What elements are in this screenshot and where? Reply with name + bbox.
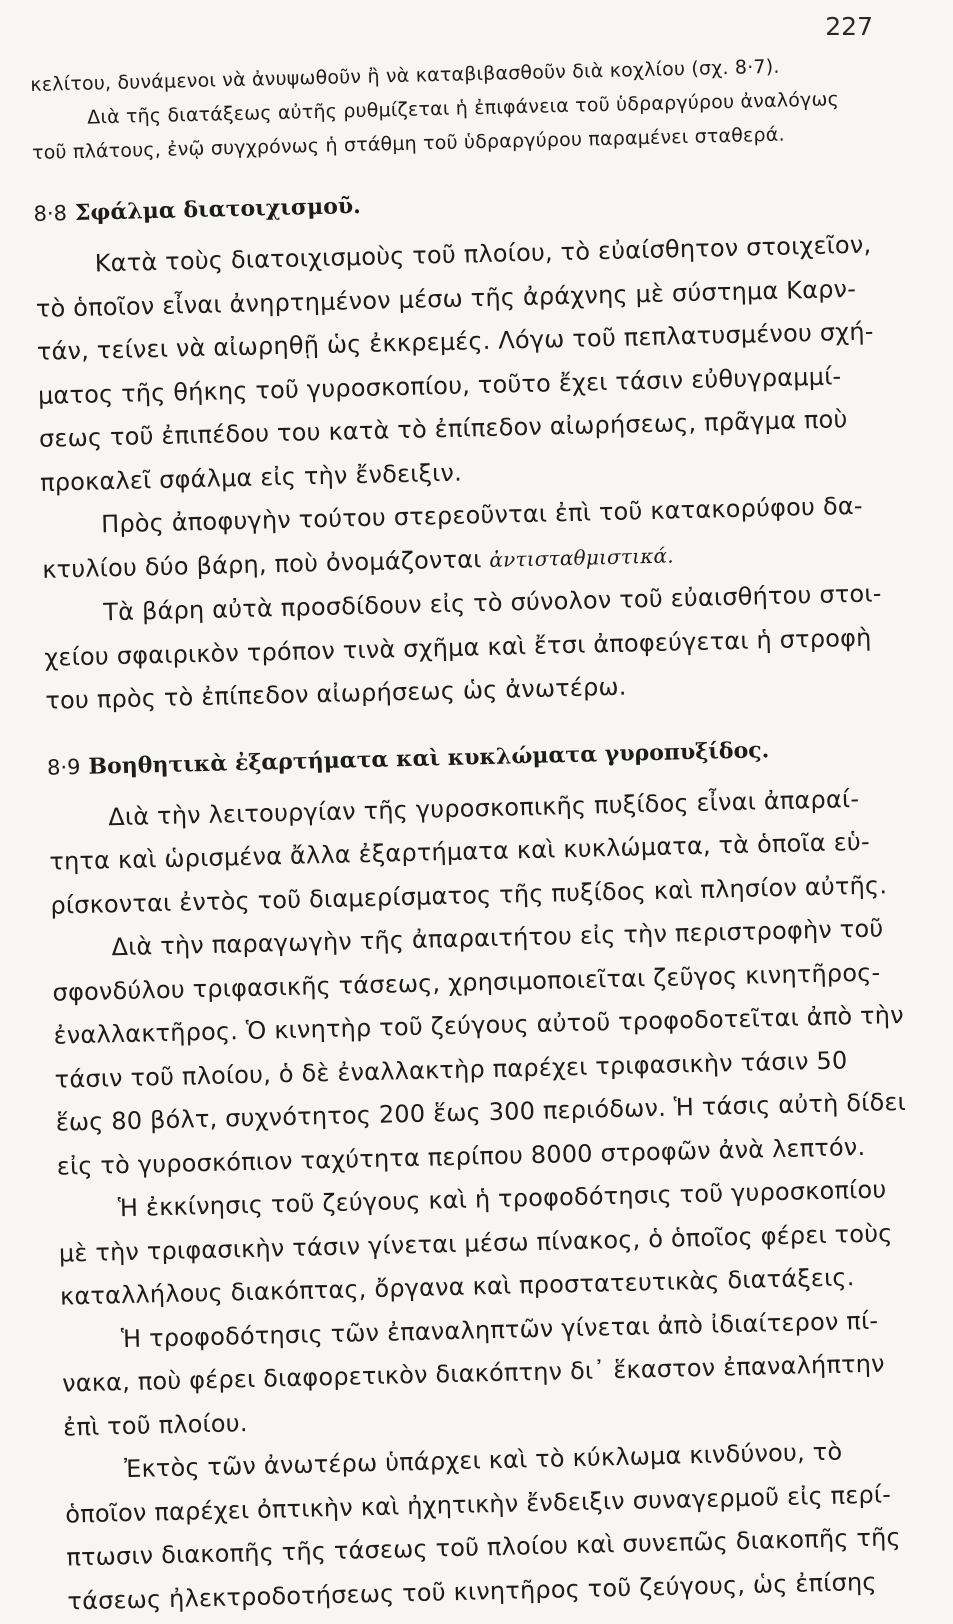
intro-line-2: Διὰ τῆς διατάξεως αὐτῆς ρυθμίζεται ἡ ἐπιφάνεια τοῦ ὑδραργύρου ἀναλόγως (86, 88, 840, 129)
intro-line-3: τοῦ πλάτους, ἐνῷ συγχρόνως ἡ στάθμη τοῦ ὑδραργύρου παραμένει σταθερά. (31, 123, 785, 164)
paragraph-text: κτυλίου δύο βάρη, ποὺ ὀνομάζονται (41, 544, 482, 584)
paragraph-line: τάσιν τοῦ πλοίου, ὁ δὲ ἐναλλακτὴρ παρέχει τριφασικὴν τάσιν 50 (54, 1045, 848, 1094)
paragraph-line: Διὰ τὴν παραγωγὴν τῆς ἀπαραιτήτου εἰς τὴν περιστροφὴν τοῦ (111, 914, 884, 962)
paragraph-line: Κατὰ τοὺς διατοιχισμοὺς τοῦ πλοίου, τὸ εὐαίσθητον στοιχεῖον, (94, 230, 872, 278)
paragraph-line: χείου σφαιρικὸν τρόπον τινὰ σχῆμα καὶ ἔτσι ἀποφεύγεται ἡ στροφὴ (44, 623, 872, 672)
paragraph-line: τάν, τείνει νὰ αἰωρηθῇ ὡς ἐκκρεμές. Λόγω τοῦ πεπλατυσμένου σχή- (36, 317, 874, 366)
page-number: 227 (825, 12, 873, 41)
paragraph-line: τάσεως ἠλεκτροδοτήσεως τοῦ κινητῆρος τοῦ ζεύγους, ὡς ἐπίσης (67, 1567, 877, 1616)
page-content (30, 47, 928, 1624)
paragraph-line: Πρὸς ἀποφυγὴν τούτου στερεοῦνται ἐπὶ τοῦ κατακορύφου δα- (100, 491, 864, 539)
paragraph-line: μὲ τὴν τριφασικὴν τάσιν γίνεται μέσω πίνακος, ὁ ὁποῖος φέρει τοὺς (58, 1218, 893, 1268)
paragraph-line: προκαλεῖ σφάλμα εἰς τὴν ἔνδειξιν. (39, 458, 463, 497)
paragraph-line: ἐπὶ τοῦ πλοίου. (62, 1408, 248, 1442)
paragraph-line: ὁποῖον παρέχει ὀπτικὴν καὶ ἠχητικὴν ἔνδειξιν συναγερμοῦ εἰς περί- (64, 1479, 892, 1529)
paragraph-line: Ἡ ἐκκίνησις τοῦ ζεύγους καὶ ἡ τροφοδότησις τοῦ γυροσκοπίου (117, 1175, 887, 1223)
section-8-8-number: 8·8 (33, 201, 68, 226)
section-8-8-title: Σφάλμα διατοιχισμοῦ. (74, 192, 362, 226)
paragraph-line: Διὰ τὴν λειτουργίαν τῆς γυροσκοπικῆς πυξίδος εἶναι ἀπαραί- (107, 784, 860, 831)
paragraph-line: ἕως 80 βόλτ, συχνότητος 200 ἕως 300 περιόδων. Ἡ τάσις αὐτὴ δίδει (55, 1087, 907, 1137)
paragraph-line: Ἐκτὸς τῶν ἀνωτέρω ὑπάρχει καὶ τὸ κύκλωμα κινδύνου, τὸ (123, 1437, 843, 1484)
paragraph-line: Ἡ τροφοδότησις τῶν ἐπαναληπτῶν γίνεται ἀπὸ ἰδιαίτερον πί- (120, 1306, 879, 1353)
intro-line-1: κελίτου, δυνάμενοι νὰ ἀνυψωθοῦν ἢ νὰ καταβιβασθοῦν διὰ κοχλίου (σχ. 8·7). (30, 55, 780, 96)
paragraph-line: ἐναλλακτῆρος. Ὁ κινητὴρ τοῦ ζεύγους αὐτοῦ τροφοδοτεῖται ἀπὸ τὴν (53, 1000, 905, 1050)
paragraph-line: τὸ ὁποῖον εἶναι ἀνηρτημένον μέσω τῆς ἀράχνης μὲ σύστημα Καρν- (35, 274, 857, 323)
section-8-9-number: 8·9 (46, 754, 81, 780)
paragraph-line: νακα, ποὺ φέρει διαφορετικὸν διακόπτην δι᾽ ἕκαστον ἐπαναλήπτην (61, 1349, 886, 1398)
paragraph-line: ματος τῆς θήκης τοῦ γυροσκοπίου, τοῦτο ἔχει τάσιν εὐθυγραμμί- (37, 361, 842, 410)
paragraph-line: ρίσκονται ἐντὸς τοῦ διαμερίσματος τῆς πυξίδος καὶ πλησίον αὐτῆς. (50, 870, 888, 920)
paragraph-line: πτωσιν διακοπῆς τῆς τάσεως τοῦ πλοίου καὶ συνεπῶς διακοπῆς τῆς (66, 1523, 902, 1572)
paragraph-line: σφονδύλου τριφασικῆς τάσεως, χρησιμοποιεῖται ζεῦγος κινητῆρος- (52, 957, 881, 1007)
paragraph-line: καταλλήλους διακόπτας, ὄργανα καὶ προστατευτικὰς διατάξεις. (59, 1263, 855, 1311)
paragraph-line: τητα καὶ ὡρισμένα ἄλλα ἐξαρτήματα καὶ κυκλώματα, τὰ ὁποῖα εὑ- (49, 827, 871, 876)
paragraph-line: του πρὸς τὸ ἐπίπεδον αἰωρήσεως ὡς ἀνωτέρω. (45, 672, 627, 715)
paragraph-line: εἰς τὸ γυροσκόπιον ταχύτητα περίπου 8000 στροφῶν ἀνὰ λεπτόν. (56, 1132, 866, 1181)
section-8-9-title: Βοηθητικὰ ἐξαρτήματα καὶ κυκλώματα γυροπυξίδος. (88, 736, 770, 780)
paragraph-line: Τὰ βάρη αὐτὰ προσδίδουν εἰς τὸ σύνολον τοῦ εὐαισθήτου στοι- (102, 579, 882, 627)
italic-term: ἀντισταθμιστικά. (489, 542, 675, 572)
paragraph-line: σεως τοῦ ἐπιπέδου του κατὰ τὸ ἐπίπεδον αἰωρήσεως, πρᾶγμα ποὺ (38, 405, 848, 453)
